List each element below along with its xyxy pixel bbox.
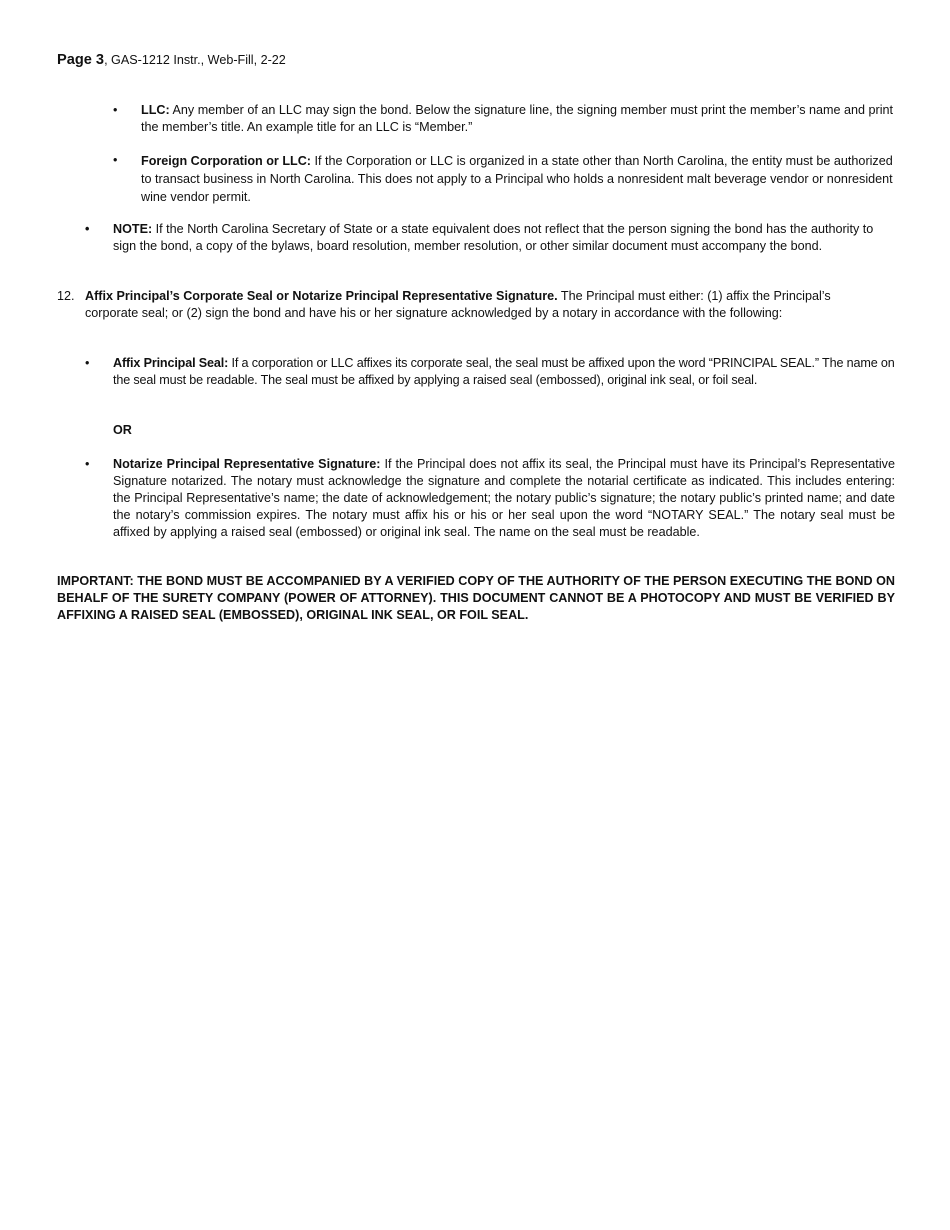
item-12-text: The Principal must either: (1) affix the Principal’s corporate seal; or (2) sign the bond and have his or her signature acknowledged by a notary in accordance with the following: [85, 289, 831, 320]
llc-text: Any member of an LLC may sign the bond. Below the signature line, the signing member must print the member’s name and print the member’s title. An example title for an LLC is “Member.” [141, 103, 894, 134]
item-12-heading: Affix Principal’s Corporate Seal or Notarize Principal Representative Signature. [85, 289, 558, 303]
bullet-marker: • [113, 103, 118, 117]
affix-seal-label: Affix Principal Seal: [113, 356, 229, 370]
foreign-corporation-text: If the Corporation or LLC is organized in a state other than North Carolina, the entity must be authorized to transact business in North Carolina. This does not apply to a Principal who holds a nonresident malt beverage vendor or nonresident wine vendor permit. [141, 154, 893, 204]
llc-label: LLC: [141, 103, 170, 117]
bullet-marker: • [85, 457, 90, 471]
item-number: 12. [57, 289, 75, 303]
affix-seal-text: If a corporation or LLC affixes its corporate seal, the seal must be affixed upon the word “PRINCIPAL SEAL.” The name on the seal must be readable. The seal must be affixed by applying a raised seal (embossed), original ink seal, or foil seal. [113, 356, 895, 387]
note-text: If the North Carolina Secretary of State or a state equivalent does not reflect that the person signing the bond has the authority to sign the bond, a copy of the bylaws, board resolution, member resolution, or other similar document must accompany the bond. [113, 222, 874, 253]
page-header [57, 52, 286, 69]
bullet-marker: • [85, 222, 90, 236]
note-label: NOTE: [113, 222, 153, 236]
foreign-corporation-label: Foreign Corporation or LLC: [141, 154, 311, 168]
page-number: Page 3 [57, 52, 105, 68]
or-separator: OR [113, 423, 132, 437]
important-notice: IMPORTANT: THE BOND MUST BE ACCOMPANIED BY A VERIFIED COPY OF THE AUTHORITY OF THE PERSON EXECUTING THE BOND ON BEHALF OF THE SURETY COMPANY (POWER OF ATTORNEY). THIS DOCUMENT CANNOT BE A PHOTOCOPY AND MUST BE VERIFIED BY AFFIXING A RAISED SEAL (EMBOSSED), ORIGINAL INK SEAL, OR FOIL SEAL. [57, 574, 895, 622]
notarize-label: Notarize Principal Representative Signature: [113, 457, 381, 471]
notarize-text: If the Principal does not affix its seal, the Principal must have its Principal’s Representative Signature notarized. The notary must acknowledge the signature and complete the notarial certificate as indicated. This includes entering: the Principal Representative’s name; the date of acknowledgement; the notary public’s signature; the notary public’s printed name; and date the notary’s commission expires. The notary must affix his or his or her seal upon the word “NOTARY SEAL.” The notary seal must be affixed by applying a raised seal (embossed) or original ink seal. The name on the seal must be readable. [113, 457, 895, 539]
bullet-marker: • [113, 153, 118, 167]
bullet-marker: • [85, 356, 90, 370]
form-identifier: , GAS-1212 Instr., Web-Fill, 2-22 [104, 53, 286, 67]
